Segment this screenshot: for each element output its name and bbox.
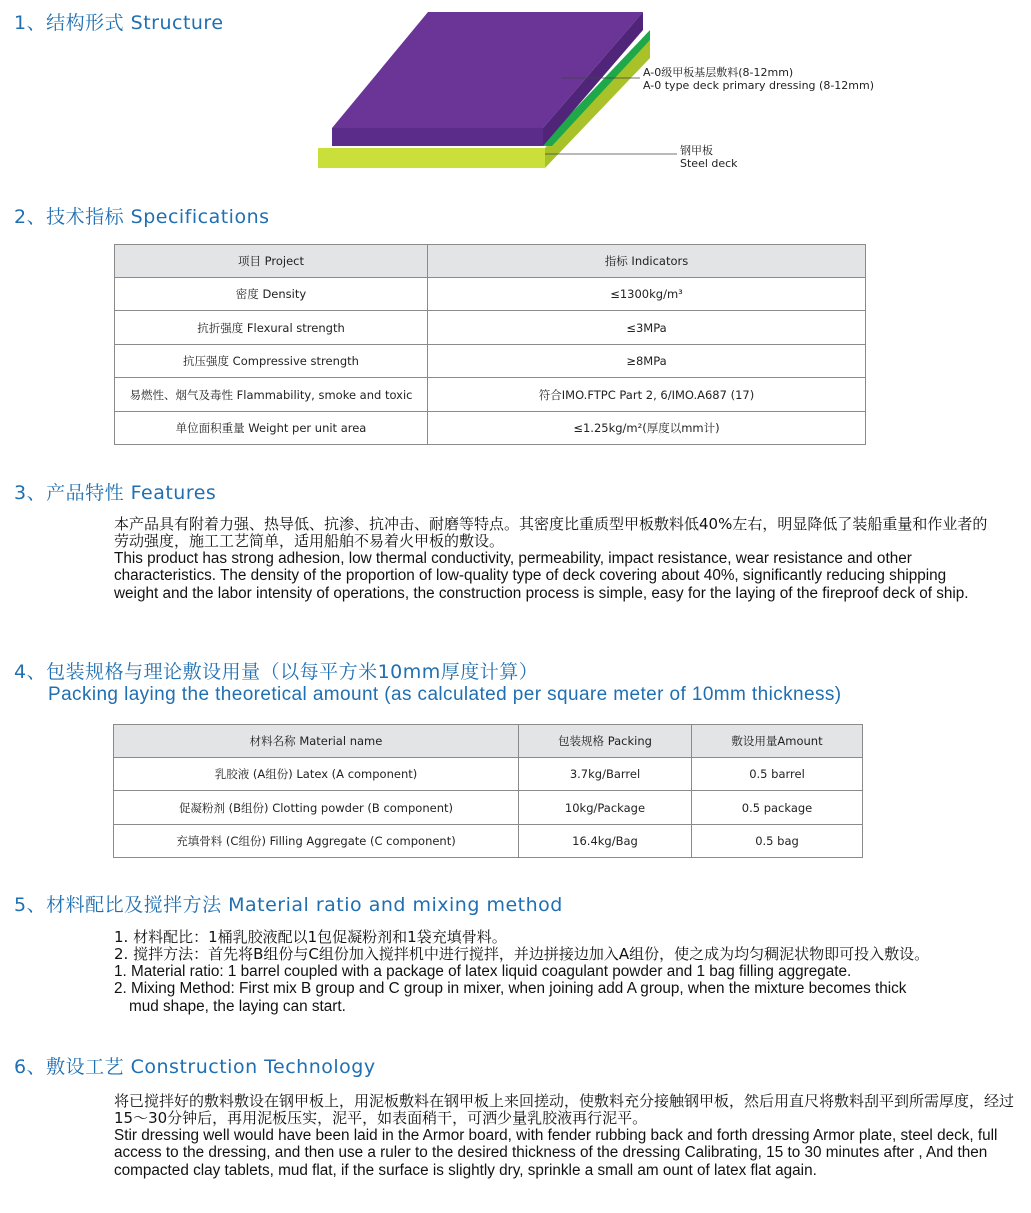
section1-heading: 1、结构形式 Structure bbox=[14, 12, 224, 34]
table-cell: 抗折强度 Flexural strength bbox=[115, 311, 428, 345]
table-cell: 促凝粉剂 (B组份) Clotting powder (B component) bbox=[114, 791, 519, 825]
table-cell: 10kg/Package bbox=[519, 791, 692, 825]
table-header-row bbox=[115, 245, 866, 278]
table-row bbox=[114, 791, 863, 825]
table-cell: 符合IMO.FTPC Part 2, 6/IMO.A687 (17) bbox=[428, 378, 866, 412]
table-row bbox=[115, 345, 866, 378]
steel-deck-label bbox=[680, 144, 738, 170]
features-text-en: This product has strong adhesion, low thermal conductivity, permeability, impact resistance, wear resistance and other characteristics. The density of the proportion of low-quality type of deck covering about 40%, significantly reducing shipping weight and the labor intensity of operations, the construction process is simple, easy for the laying of the fireproof deck of ship. bbox=[114, 550, 969, 602]
section2-heading: 2、技术指标 Specifications bbox=[14, 206, 270, 228]
table-row bbox=[115, 278, 866, 311]
section3-heading: 3、产品特性 Features bbox=[14, 482, 217, 504]
primary-dressing-label-cn: A-0级甲板基层敷料(8-12mm) bbox=[643, 66, 794, 79]
table-cell: ≤1300kg/m³ bbox=[428, 278, 866, 311]
table-cell: 0.5 bag bbox=[692, 825, 863, 858]
mixing-text bbox=[114, 929, 1029, 1015]
table-cell: ≥8MPa bbox=[428, 345, 866, 378]
section4-title: 4、包装规格与理论敷设用量（以每平方米10mm厚度计算） bbox=[14, 661, 539, 683]
table-cell: 0.5 package bbox=[692, 791, 863, 825]
table-cell: 乳胶液 (A组份) Latex (A component) bbox=[114, 758, 519, 791]
section6-heading: 6、敷设工艺 Construction Technology bbox=[14, 1056, 376, 1078]
features-text-cn: 本产品具有附着力强、热导低、抗渗、抗冲击、耐磨等特点。其密度比重质型甲板敷料低40%左右，明显降低了装船重量和作业者的劳动强度，施工工艺简单，适用船舶不易着火甲板的敷设。 bbox=[114, 515, 988, 550]
construction-text-en: Stir dressing well would have been laid in the Armor board, with fender rubbing back and forth dressing Armor plate, steel deck, full access to the dressing, and then use a ruler to the desired thickness of the dressing Calibrating, 15 to 30 minutes after , And then compacted clay tablets, mud flat, if the surface is slightly dry, sprinkle a small am ount of latex flat again. bbox=[114, 1127, 998, 1179]
column-header: 指标 Indicators bbox=[428, 245, 866, 278]
steel-deck-front bbox=[318, 148, 545, 168]
table-cell: 16.4kg/Bag bbox=[519, 825, 692, 858]
column-header: 项目 Project bbox=[115, 245, 428, 278]
construction-text bbox=[114, 1093, 1019, 1179]
primary-dressing-label bbox=[643, 66, 874, 92]
primary-dressing-front bbox=[332, 128, 543, 146]
column-header: 包装规格 Packing bbox=[519, 725, 692, 758]
steel-deck-label-cn: 钢甲板 bbox=[680, 144, 713, 157]
table-row bbox=[115, 311, 866, 345]
mixing-en-1: 1. Material ratio: 1 barrel coupled with a package of latex liquid coagulant powder and 1 bag filling aggregate. bbox=[114, 963, 852, 980]
construction-text-cn: 将已搅拌好的敷料敷设在钢甲板上，用泥板敷料在钢甲板上来回搓动，使敷料充分接触钢甲板，然后用直尺将敷料刮平到所需厚度，经过15～30分钟后，再用泥板压实，泥平，如表面稍干，可洒少量乳胶液再行泥平。 bbox=[114, 1092, 1015, 1127]
column-header: 敷设用量Amount bbox=[692, 725, 863, 758]
column-header: 材料名称 Material name bbox=[114, 725, 519, 758]
table-cell: 充填骨料 (C组份) Filling Aggregate (C component) bbox=[114, 825, 519, 858]
section5-heading: 5、材料配比及搅拌方法 Material ratio and mixing method bbox=[14, 894, 563, 916]
table-row bbox=[115, 412, 866, 445]
mixing-cn-1: 1. 材料配比：1桶乳胶液配以1包促凝粉剂和1袋充填骨料。 bbox=[114, 928, 507, 946]
table-row bbox=[114, 825, 863, 858]
primary-dressing-label-en: A-0 type deck primary dressing (8-12mm) bbox=[643, 79, 875, 92]
specifications-table bbox=[114, 244, 866, 445]
mixing-en-2: 2. Mixing Method: First mix B group and C group in mixer, when joining add A group, when the mixture becomes thick bbox=[114, 980, 907, 998]
steel-deck-label-en: Steel deck bbox=[680, 157, 738, 170]
table-cell: 0.5 barrel bbox=[692, 758, 863, 791]
packing-table bbox=[113, 724, 863, 858]
table-cell: ≤3MPa bbox=[428, 311, 866, 345]
mixing-cn-2: 2. 搅拌方法：首先将B组份与C组份加入搅拌机中进行搅拌，并边拼接边加入A组份，使之成为均匀稠泥状物即可投入敷设。 bbox=[114, 945, 930, 963]
table-row bbox=[115, 378, 866, 412]
section4-subtitle: Packing laying the theoretical amount (as calculated per square meter of 10mm thickness) bbox=[48, 684, 842, 705]
mixing-en-2-cont: mud shape, the laying can start. bbox=[129, 997, 346, 1015]
table-cell: 3.7kg/Barrel bbox=[519, 758, 692, 791]
features-text bbox=[114, 516, 994, 602]
table-header-row bbox=[114, 725, 863, 758]
deck-layer-illustration bbox=[300, 0, 920, 190]
section4-heading bbox=[14, 657, 841, 706]
table-cell: ≤1.25kg/m²(厚度以mm计) bbox=[428, 412, 866, 445]
table-cell: 抗压强度 Compressive strength bbox=[115, 345, 428, 378]
table-cell: 单位面积重量 Weight per unit area bbox=[115, 412, 428, 445]
table-cell: 易燃性、烟气及毒性 Flammability, smoke and toxic bbox=[115, 378, 428, 412]
table-cell: 密度 Density bbox=[115, 278, 428, 311]
structure-diagram bbox=[300, 0, 920, 190]
table-row bbox=[114, 758, 863, 791]
